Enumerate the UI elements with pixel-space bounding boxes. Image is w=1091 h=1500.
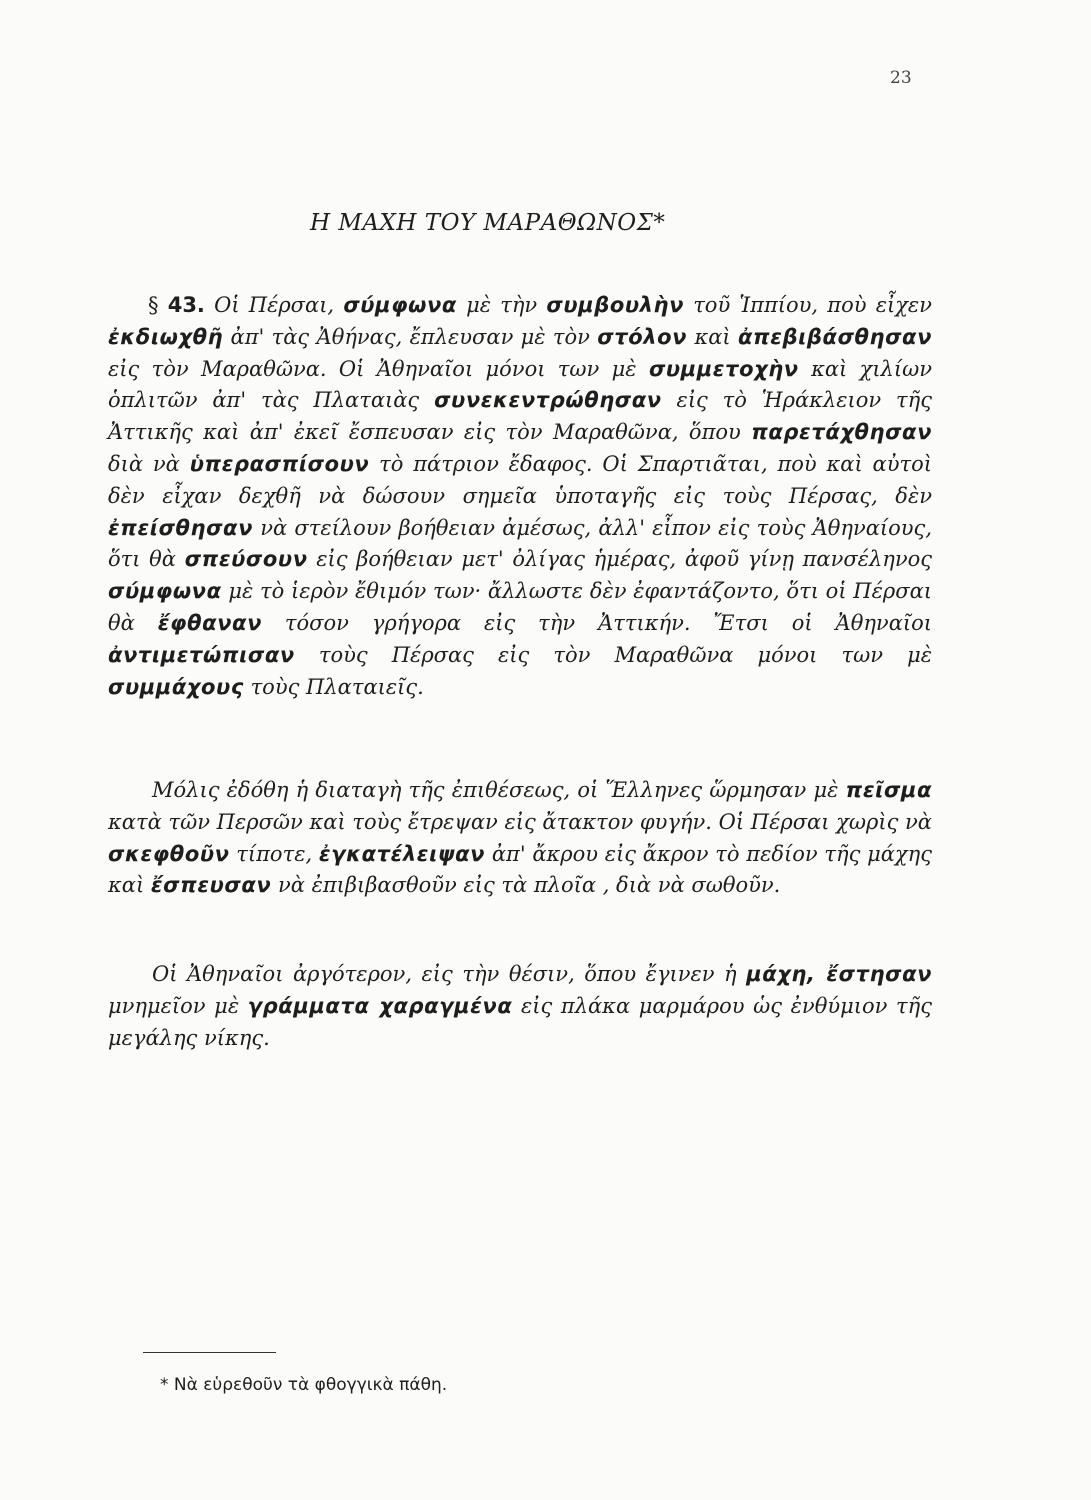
- bold-term: συμβουλὴν: [546, 293, 684, 317]
- text-span: ἀπ' τὰς Ἀθήνας, ἔπλευσαν μὲ τὸν: [230, 324, 590, 349]
- bold-term: ἐγκατέλειψαν: [318, 841, 486, 866]
- page-number: 23: [890, 68, 912, 88]
- text-span: τὸ πάτριον ἔδαφος. Οἱ Σπαρτιᾶται, ποὺ καὶ αὐτοὶ δὲν εἶχαν δεχθῆ νὰ δώσουν σημεῖα ὑποταγῆς εἰς τοὺς Πέρσας, δὲν: [108, 451, 932, 508]
- paragraph-1: [108, 290, 932, 703]
- text-span: κατὰ τῶν Περσῶν καὶ τοὺς ἔτρεψαν εἰς ἄτακτον φυγήν. Οἱ Πέρσαι χωρὶς νὰ: [108, 809, 932, 834]
- bold-term: σπεύσουν: [184, 547, 308, 572]
- footnote: * Νὰ εὑρεθοῦν τὰ φθογγικὰ πάθη.: [160, 1375, 448, 1395]
- text-span: διὰ νὰ: [108, 451, 180, 476]
- text-span: καὶ χιλίων ὁπλιτῶν ἀπ' τὰς Πλαταιὰς: [108, 356, 932, 413]
- section-number: 43.: [167, 293, 205, 317]
- bold-term: σύμφωνα: [343, 293, 457, 317]
- bold-term: μάχη, ἔστησαν: [746, 962, 933, 986]
- bold-term: συμμάχους: [108, 674, 244, 699]
- text-span: εἰς πλάκα μαρμάρου ὡς ἐνθύμιον τῆς μεγάλης νίκης.: [108, 993, 932, 1050]
- text-span: τοῦ Ἱππίου, ποὺ εἶχεν: [693, 293, 932, 317]
- text-span: εἰς τὸ Ἡράκλειον τῆς Ἀττικῆς καὶ ἀπ' ἐκεῖ ἔσπευσαν εἰς τὸν Μαραθῶνα, ὅπου: [108, 388, 932, 445]
- section-sign: §: [148, 293, 159, 317]
- text-span: τίποτε,: [236, 841, 313, 866]
- bold-term: ἀντιμετώπισαν: [108, 642, 295, 667]
- bold-term: ἐπείσθησαν: [108, 515, 253, 540]
- text-span: μνημεῖον μὲ: [108, 993, 240, 1018]
- text-span: νὰ ἐπιβιβασθοῦν εἰς τὰ πλοῖα , διὰ νὰ σωθοῦν.: [277, 873, 781, 898]
- bold-term: ἀπεβιβάσθησαν: [737, 324, 932, 349]
- text-span: μὲ τὸ ἱερὸν ἔθιμόν των· ἄλλωστε δὲν ἐφαντάζοντο, ὅτι οἱ Πέρσαι θὰ: [108, 579, 932, 635]
- text-span: μὲ τὴν: [466, 293, 538, 317]
- text-span: τοὺς Πέρσας εἰς τὸν Μαραθῶνα μόνοι των μὲ: [318, 642, 932, 667]
- text-span: τόσον γρήγορα εἰς τὴν Ἀττικήν. Ἔτσι οἱ Ἀθηναῖοι: [284, 610, 932, 635]
- text-span: εἰς τὸν Μαραθῶνα. Οἱ Ἀθηναῖοι μόνοι των μὲ: [108, 356, 637, 381]
- bold-term: ἔφθαναν: [157, 610, 262, 635]
- bold-term: παρετάχθησαν: [751, 420, 932, 445]
- text-span: τοὺς Πλαταιεῖς.: [250, 674, 424, 699]
- text-span: ἀπ' ἄκρου εἰς ἄκρον τὸ πεδίον τῆς μάχης καὶ: [108, 841, 932, 898]
- footnote-divider: [143, 1352, 276, 1353]
- text-span: Οἱ Πέρσαι,: [214, 293, 335, 317]
- text-span: εἰς βοήθειαν μετ' ὀλίγας ἡμέρας, ἀφοῦ γίνῃ πανσέληνος: [316, 547, 932, 572]
- text-span: Μόλις ἐδόθη ἡ διαταγὴ τῆς ἐπιθέσεως, οἱ Ἕλληνες ὥρμησαν μὲ: [152, 778, 839, 802]
- bold-term: στόλον: [597, 324, 688, 349]
- bold-term: ἔσπευσαν: [150, 873, 272, 898]
- bold-term: γράμματα χαραγμένα: [247, 993, 513, 1018]
- paragraph-2: [108, 775, 932, 902]
- bold-term: συμμετοχὴν: [648, 356, 799, 381]
- text-span: Οἱ Ἀθηναῖοι ἀργότερον, εἰς τὴν θέσιν, ὅπου ἔγινεν ἡ: [152, 962, 737, 986]
- bold-term: ὑπερασπίσουν: [189, 451, 370, 476]
- text-span: νὰ στείλουν βοήθειαν ἀμέσως, ἀλλ' εἶπον εἰς τοὺς Ἀθηναίους, ὅτι θὰ: [108, 515, 932, 572]
- bold-term: ἐκδιωχθῆ: [108, 324, 224, 349]
- text-span: καὶ: [694, 324, 731, 349]
- bold-term: σκεφθοῦν: [108, 841, 230, 866]
- bold-term: συνεκεντρώθησαν: [434, 388, 662, 413]
- bold-term: πεῖσμα: [845, 778, 932, 802]
- chapter-title: Η ΜΑΧΗ ΤΟΥ ΜΑΡΑΘΩΝΟΣ*: [310, 210, 666, 236]
- bold-term: σύμφωνα: [108, 579, 222, 604]
- paragraph-3: [108, 959, 932, 1054]
